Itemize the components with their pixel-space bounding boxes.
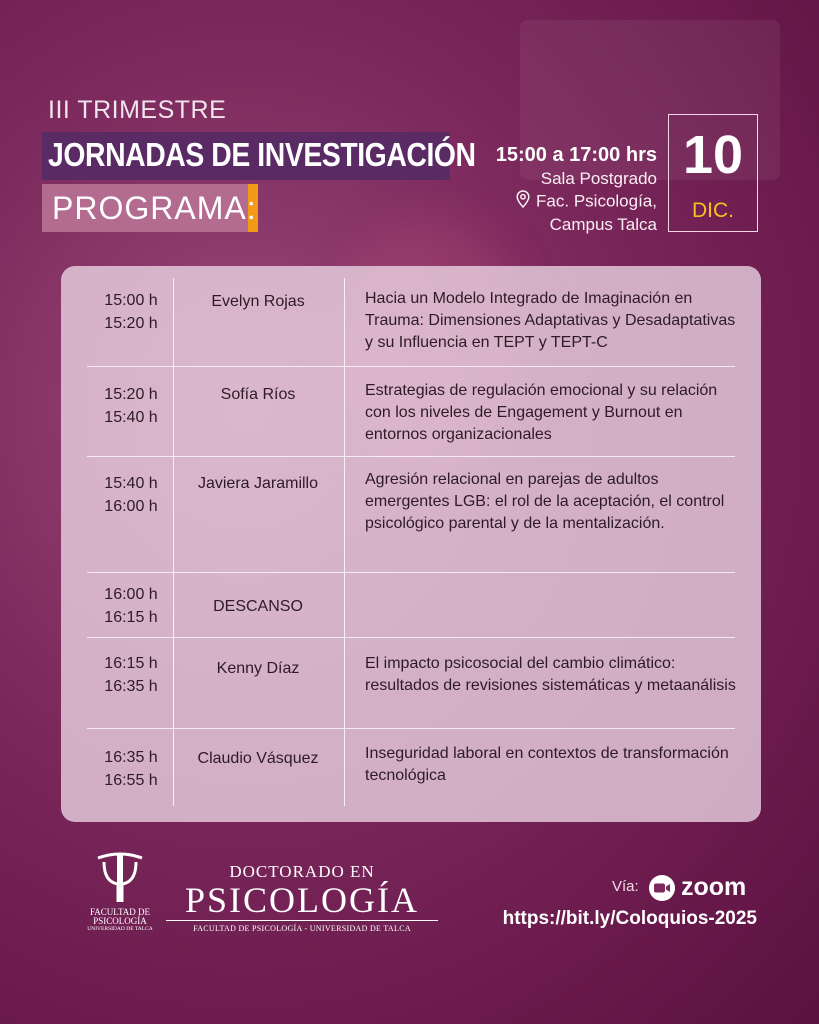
page-title: JORNADAS DE INVESTIGACIÓN bbox=[48, 136, 476, 173]
faculty-logo: FACULTAD DE PSICOLOGÍA UNIVERSIDAD DE TALCA bbox=[80, 848, 160, 933]
date-day: 10 bbox=[682, 125, 744, 185]
talk-topic: Agresión relacional en parejas de adultos emergentes LGB: el rol de la aceptación, el control psicológico parental y de la mentalización. bbox=[365, 471, 725, 532]
via-label: Vía: bbox=[612, 878, 639, 895]
speaker-name: Kenny Díaz bbox=[216, 660, 300, 677]
zoom-logo: zoom bbox=[648, 873, 746, 902]
faculty-psi-icon bbox=[92, 848, 148, 904]
doctorado-logo: DOCTORADO EN PSICOLOGÍA FACULTAD DE PSICOLOGÍA - UNIVERSIDAD DE TALCA bbox=[166, 862, 438, 933]
zoom-link[interactable]: https://bit.ly/Coloquios-2025 bbox=[502, 908, 757, 929]
table-row bbox=[61, 638, 761, 729]
table-row bbox=[61, 729, 761, 822]
time-cell: 15:20 h 15:40 h bbox=[104, 386, 158, 426]
table-row bbox=[61, 367, 761, 457]
venue-line: Fac. Psicología, bbox=[516, 190, 657, 214]
talk-topic: Estrategias de regulación emocional y su relación con los niveles de Engagement y Burnout en entornos organizacionales bbox=[365, 382, 718, 443]
talk-topic: Inseguridad laboral en contextos de transformación tecnológica bbox=[365, 745, 729, 784]
schedule-table bbox=[61, 266, 761, 822]
date-box bbox=[668, 114, 758, 232]
speaker-name: Javiera Jaramillo bbox=[197, 475, 319, 492]
venue-line: Sala Postgrado bbox=[540, 169, 657, 188]
time-cell: 15:40 h 16:00 h bbox=[104, 475, 158, 515]
time-cell: 16:00 h 16:15 h bbox=[104, 586, 158, 626]
trimester-label: III TRIMESTRE bbox=[48, 96, 227, 124]
talk-topic: Hacia un Modelo Integrado de Imaginación en Trauma: Dimensiones Adaptativas y Desadaptativas y su Influencia en TEPT y TEPT-C bbox=[365, 290, 736, 351]
time-cell: 16:35 h 16:55 h bbox=[104, 749, 158, 789]
logo-divider bbox=[166, 920, 438, 921]
location-pin-icon bbox=[516, 190, 530, 214]
talk-topic: El impacto psicosocial del cambio climático: resultados de revisiones sistemáticas y metaanálisis bbox=[365, 655, 736, 694]
speaker-name: Sofía Ríos bbox=[220, 386, 296, 403]
speaker-name: Claudio Vásquez bbox=[197, 750, 319, 767]
table-row bbox=[61, 457, 761, 573]
speaker-name: Evelyn Rojas bbox=[211, 293, 305, 310]
break-label: DESCANSO bbox=[213, 598, 303, 615]
table-row bbox=[61, 266, 761, 367]
program-label: PROGRAMA: bbox=[52, 190, 257, 226]
event-time: 15:00 a 17:00 hrs bbox=[495, 144, 657, 166]
date-month: DIC. bbox=[692, 199, 734, 222]
venue-line: Campus Talca bbox=[549, 215, 657, 234]
table-row bbox=[61, 573, 761, 638]
time-cell: 16:15 h 16:35 h bbox=[104, 655, 158, 695]
time-cell: 15:00 h 15:20 h bbox=[104, 292, 158, 332]
event-venue bbox=[516, 168, 657, 236]
zoom-camera-icon bbox=[648, 874, 676, 902]
